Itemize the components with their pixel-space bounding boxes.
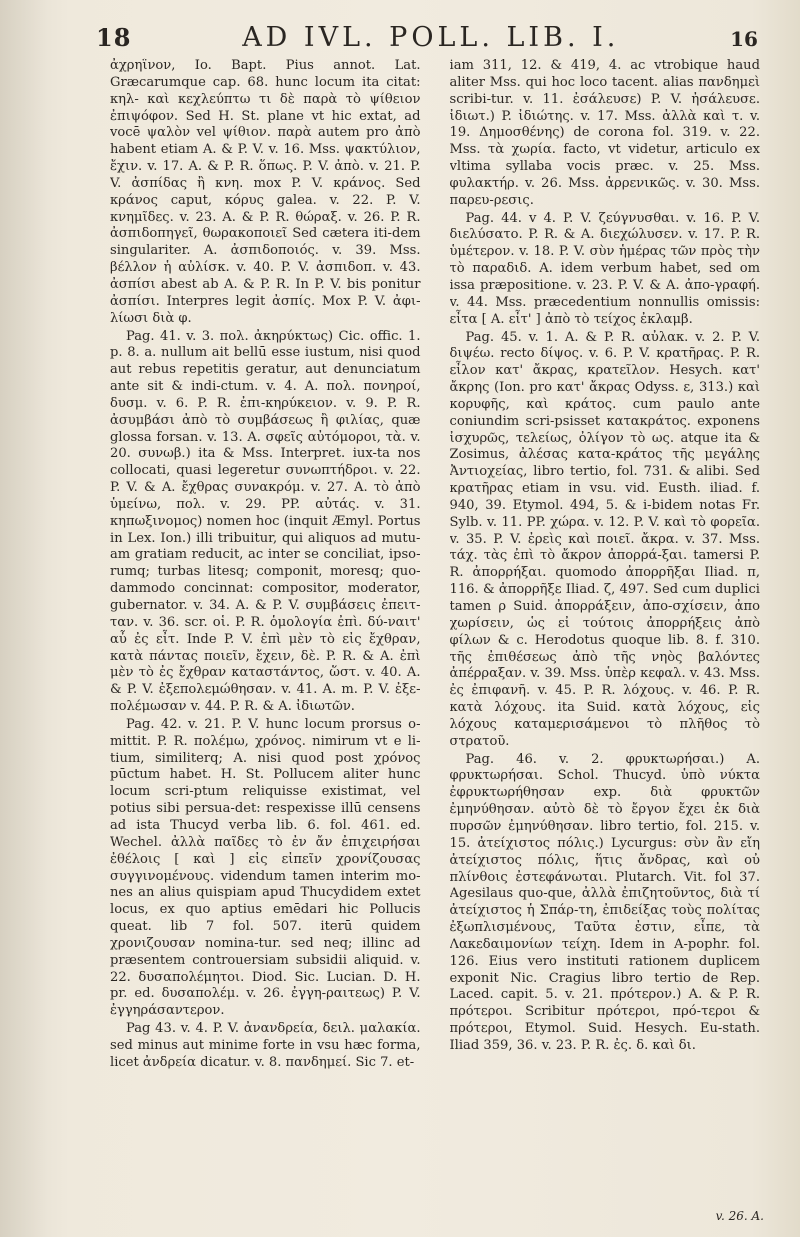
right-paragraph: iam 311, 12. & 419, 4. ac vtrobique haud aliter Mss. qui hoc loco tacent. alias πανδημεὶ scribi-tur. v. 11. ἐσάλευσε) P. V. ἠσάλευσε. ἰδιωτ.) P. ἰδιώτης. v. 17. Mss. ἀλλὰ καὶ τ. v. 19. Δημοσθένης) de corona fol. 319. v. 22. Mss. τὰ χωρία. facto, vt videtur, articulo ex vltima syllaba vocis præc. v. 25. Mss. φυλακτήρ. v. 26. Mss. ἀρρενικῶς. v. 30. Mss. παρευ-ρεσις. <box>449 58 760 208</box>
left-paragraph: Pag. 42. v. 21. P. V. hunc locum prorsus o-mittit. P. R. πολέμω, χρόνος. nimirum vt e li-tium, similiterq; A. nisi quod post χρόνος pūctum habet. H. St. Pollucem aliter hunc locum scri-ptum reliquisse existimat, vel potius sibi persua-det: respexisse illū censens ad ista Thucyd verba lib. 6. fol. 461. ed. Wechel. ἀλλὰ παῖδες τὸ ἐν ἄν ἐπιχειρήσαι ἐθέλοις [ καὶ ] εἰς εἰπεῖν χρονίζουσας συγγινομένους. videndum tamen interim mo-nes an alius quispiam apud Thucydidem extet locus, ex quo aptius emēdari hic Pollucis queat. lib 7 fol. 507. iterū quidem χρονιζουσαν nomina-tur. sed neq; illinc ad præsentem controuersiam subsidii aliquid. v. 22. δυσαπολέμητοι. Diod. Sic. Lucian. D. H. pr. ed. δυσαπολέμ. v. 26. ἐγγη-ραιτεως) P. V. ἐγγηράσαντερον. <box>110 716 421 1019</box>
left-paragraph: Pag 43. v. 4. P. V. ἀνανδρεία, δειλ. μαλακία. sed minus aut minime forte in vsu hæc forma, licet ἀνδρεία dicatur. v. 8. πανδημεί. Sic 7. et- <box>110 1021 421 1070</box>
column-divider <box>435 58 436 1218</box>
page-header <box>96 22 764 56</box>
folio-left: 18 <box>96 23 132 52</box>
left-column <box>110 58 421 1218</box>
left-paragraph: Pag. 41. v. 3. πολ. ἀκηρύκτως) Cic. offic. 1. p. 8. a. nullum ait bellū esse iustum, nisi quod aut rebus repetitis geratur, aut denunciatum ante sit & indi-ctum. v. 4. A. πολ. πονηροί, δυσμ. v. 6. P. R. ἐπι-κηρύκειον. v. 9. P. R. ἀσυμβάσι ἀπὸ τὸ συμβάσεως ἢ φιλίας, quæ glossa forsan. v. 13. A. σφεῖς αὐτόμοροι, τὰ. v. 20. συνωβ.) ita & Mss. Interpret. iux-ta nos collocati, quasi legeretur συνωπτήδροι. v. 22. P. V. & A. ἔχθρας συνακρόμ. v. 27. A. τὸ ἀπὸ ὑμείνω, πολ. v. 29. PP. αὐτάς. v. 31. κηπωξινομος) nomen hoc (inquit Æmyl. Portus in Lex. Ion.) illi tribuitur, qui aliquos ad mutu-am gratiam reducit, ac inter se conciliat, ipso-rumq; turbas litesq; componit, moresq; quo-dammodo concinnat: compositor, moderator, gubernator. v. 34. A. & P. V. συμβάσεις ἐπειτ-ταν. v. 36. scr. οἱ. P. R. ὁμολογία ἐπὶ. δύ-ναιτ' αὖ ἐς εἶτ. Inde P. V. ἐπὶ μὲν τὸ εἰς ἔχθραν, κατὰ πάντας ποιεῖν, ἔχειν, δὲ. P. R. & A. ἐπὶ μὲν τὸ ἐς ἔχθραν καταστάντος, ὥστ. v. 40. A. & P. V. ἐξεπολεμώθησαν. v. 41. A. m. P. V. ἐξε-πολέμωσαν v. 44. P. R. & A. ἰδιωτῶν. <box>110 328 421 715</box>
right-paragraph: Pag. 44. v 4. P. V. ζεύγνυσθαι. v. 16. P. V. διελύσατο. P. R. & A. διεχώλυσεν. v. 17. P. R. ὑμέτερον. v. 18. P. V. σὺν ἡμέρας τῶν πρὸς τὴν τὸ παραδιδ. A. idem verbum habet, sed om issa præpositione. v. 23. P. V. & A. ἀπο-γραφή. v. 44. Mss. præcedentium nonnullis omissis: εἶτα [ A. εἶτ' ] ἀπὸ τὸ τείχος ἐκλαμβ. <box>449 210 760 327</box>
right-paragraph: Pag. 45. v. 1. A. & P. R. αὐλακ. v. 2. P. V. διψέω. recto δίψος. v. 6. P. V. κρατῆρας. P. R. εἶλον κατ' ἄκρας, κρατεῖλον. Hesych. κατ' ἄκρης (Ion. pro κατ' ἄκρας Odyss. ε, 313.) καὶ κορυφῆς, καὶ κράτος. cum paulo ante coniundim scri-psisset κατακράτος. exponens ἰσχυρῶς, τελείως, ὀλίγον τὸ ως. atque ita & Zosimus, ἀλέσας κατα-κράτος τῆς μεγάλης Ἀντιοχείας, libro tertio, fol. 731. & alibi. Sed κρατῆρας etiam in vsu. vid. Eusth. iliad. f. 940, 39. Etymol. 494, 5. & i-bidem notas Fr. Sylb. v. 11. PP. χώρα. v. 12. P. V. καὶ τὸ φορεῖα. v. 35. P. V. ἐρεὶς καὶ ποιεῖ. ἄκρα. v. 37. Mss. τάχ. τὰς ἐπὶ τὸ ἄκρον ἀπορρά-ξαι. tamersi P. R. ἀπορρήξαι. quomodo ἀπορρῆξαι Iliad. π, 116. & ἀπορρῆξε Iliad. ζ, 497. Sed cum duplici tamen ρ Suid. ἀπορράξειν, ἀπο-σχίσειν, ἀπο χωρίσειν, ὡς εἰ τούτοις ἀπορρήξεις ἀπὸ φίλων & c. Herodotus quoque lib. 8. f. 310. τῆς ἐπιθέσεως ἀπὸ τῆς νηὸς βαλόντες ἀπέρραξαν. v. 39. Mss. ὑπὲρ κεφαλ. v. 43. Mss. ἐς ἐπιφανῆ. v. 45. P. R. λόχους. v. 46. P. R. κατὰ λόχους. ita Suid. κατὰ λόχους, εἰς λόχους καταμερισάμενοι τὸ πλῆθος τὸ στρατοῦ. <box>449 329 760 749</box>
right-column <box>450 58 761 1218</box>
catchword: v. 26. A. <box>715 1209 764 1223</box>
running-title: AD IVL. POLL. LIB. I. <box>242 22 620 53</box>
right-paragraph: Pag. 46. v. 2. φρυκτωρήσαι.) A. φρυκτωρήσαι. Schol. Thucyd. ὑπὸ νύκτα ἐφρυκτωρήθησαν exp. διὰ φρυκτῶν ἐμηνύθησαν. αὐτὸ δὲ τὸ ἔργον ἔχει ἐκ διὰ πυρσῶν ἐμηνύθησαν. libro tertio, fol. 215. v. 15. ἀτείχιστος πόλις.) Lycurgus: σὺν ἂν εἴη ἀτείχιστος πόλις, ἥτις ἄνδρας, καὶ οὐ πλίνθοις ἐστεφάνωται. Plutarch. Vit. fol 37. Agesilaus quo-que, ἀλλὰ ἐπιζητοῦντος, διὰ τί ἀτείχιστος ἡ Σπάρ-τη, ἐπιδείξας τοὺς πολίτας ἐξωπλισμένους, Ταῦτα ἐστιν, εἶπε, τὰ Λακεδαιμονίων τείχη. Idem in A-pophr. fol. 126. Eius vero instituti rationem duplicem exponit Nic. Cragius libro tertio de Rep. Laced. capit. 5. v. 21. πρότερον.) A. & P. R. πρότεροι. Scribitur πρότεροι, πρό-τεροι & πρότεροι, Etymol. Suid. Hesych. Eu-stath. Iliad 359, 36. v. 23. P. R. ἐς. δ. καὶ δι. <box>449 751 760 1053</box>
left-paragraph: ἀχρηΐνον, Io. Bapt. Pius annot. Lat. Græcarumque cap. 68. hunc locum ita citat: κηλ- καὶ κεχλεύπτω τι δὲ παρὰ τὸ ψίθειον ἐπιψόφον. Sed H. St. plane vt hic extat, ad vocē ψαλὸν vel ψίθιον. παρὰ autem pro ἀπὸ habent etiam A. & P. V. v. 16. Mss. ψακτύλιον, ἔχιν. v. 17. A. & P. R. ὅπως. P. V. ἀπὸ. v. 21. P. V. ἀσπίδας ἢ κνη. mox P. V. κράνος. Sed κράνος caput, κόρυς galea. v. 22. P. V. κνημῖδες. v. 23. A. & P. R. θώραξ. v. 26. P. R. ἀσπιδοπηγεῖ, θωρακοποιεῖ Sed cætera iti-dem singulariter. A. ἀσπιδοποιός. v. 39. Mss. βέλλον ἡ αὐλίσκ. v. 40. P. V. ἀσπιδοπ. v. 43. ἀσπίσι abest ab A. & P. R. In P. V. bis ponitur ἀσπίσι. Interpres legit ἀσπίς. Mox P. V. ἀφι- λίωσι διὰ φ. <box>110 58 421 326</box>
gutter-shadow <box>0 0 70 1237</box>
folio-right: 16 <box>730 27 758 51</box>
text-columns <box>110 58 760 1218</box>
